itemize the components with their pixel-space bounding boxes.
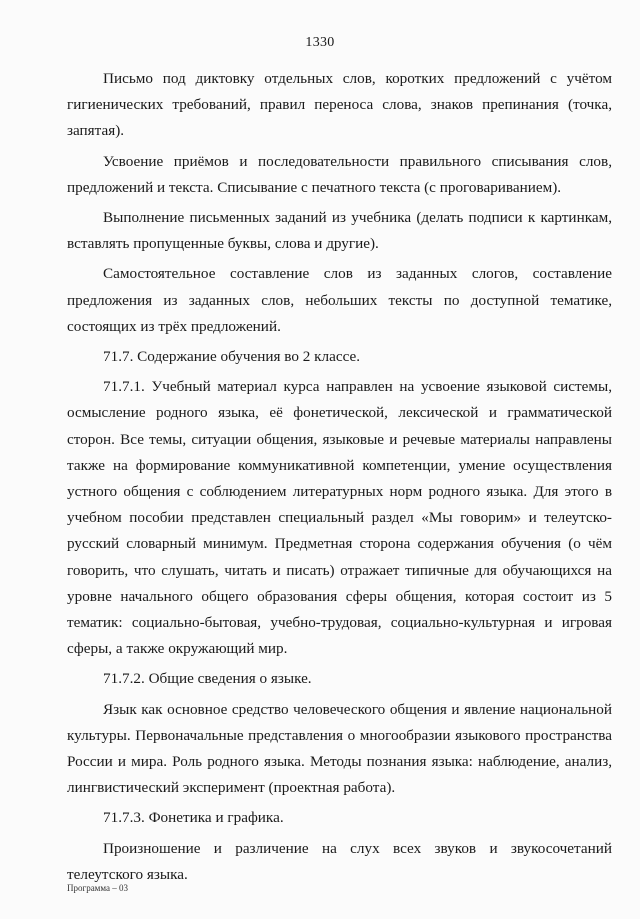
paragraph-pronunciation: Произношение и различение на слух всех звуков и звукосочетаний телеутского языка. — [67, 839, 612, 883]
paragraph-copying: Усвоение приёмов и последовательности правильного списывания слов, предложений и текста. Списывание с печатного текста (с проговариванием). — [67, 152, 612, 196]
document-body — [67, 66, 612, 892]
paragraph-language-general: Язык как основное средство человеческого общения и явление национальной культуры. Первоначальные представления о многообразии языкового пространства России и мира. Роль родного языка. Методы познания языка: наблюдение, анализ, лингвистический эксперимент (проектная работа). — [67, 700, 612, 797]
section-heading-71-7-3: 71.7.3. Фонетика и графика. — [103, 809, 284, 827]
paragraph-dictation: Письмо под диктовку отдельных слов, коротких предложений с учётом гигиенических требований, правил переноса слова, знаков препинания (точка, запятая). — [67, 70, 612, 140]
paragraph-71-7-1: 71.7.1. Учебный материал курса направлен на усвоение языковой системы, осмысление родного языка, её фонетической, лексической и грамматической сторон. Все темы, ситуации общения, языковые и речевые материалы направлены также на формирование коммуникативной компетенции, умение осуществления устного общения с соблюдением литературных норм родного языка. Для этого в учебном пособии представлен специальный раздел «Мы говорим» и телеутско-русский словарный минимум. Предметная сторона содержания обучения (о чём говорить, что слушать, читать и писать) отражает типичные для обучающихся на уровне начального общего образования сферы общения, которая состоит из 5 тематик: социально-бытовая, учебно-трудовая, социально-культурная и игровая сферы, а также окружающий мир. — [67, 378, 612, 658]
section-heading-71-7-2: 71.7.2. Общие сведения о языке. — [103, 670, 312, 688]
paragraph-textbook-tasks: Выполнение письменных заданий из учебника (делать подписи к картинкам, вставлять пропущенные буквы, слова и другие). — [67, 209, 612, 253]
page-number: 1330 — [305, 35, 335, 50]
paragraph-composition: Самостоятельное составление слов из заданных слогов, составление предложения из заданных слов, небольших тексты по доступной тематике, состоящих из трёх предложений. — [67, 265, 612, 335]
page-footer: Программа – 03 — [67, 883, 129, 893]
section-heading-71-7: 71.7. Содержание обучения во 2 классе. — [103, 348, 361, 366]
